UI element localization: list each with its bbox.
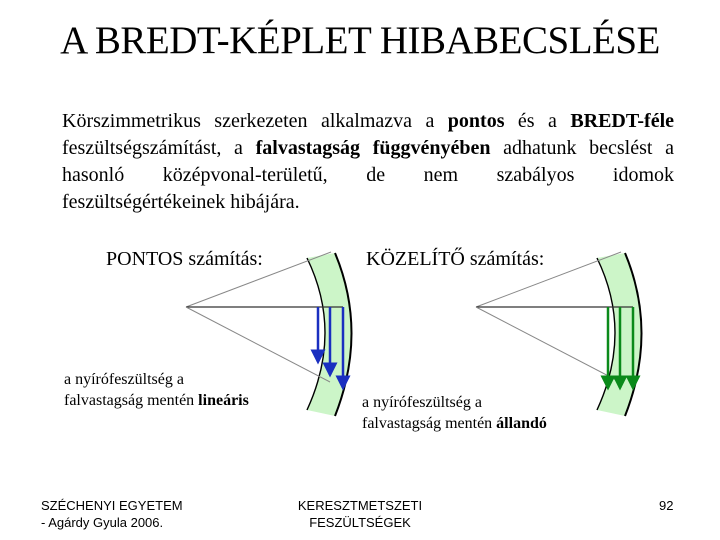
right-panel-note bbox=[362, 392, 547, 434]
left-note-line-1: a nyírófeszültség a bbox=[64, 371, 184, 388]
footer-author-year: - Agárdy Gyula 2006. bbox=[41, 515, 164, 530]
slide-title: A BREDT-KÉPLET HIBABECSLÉSE bbox=[60, 19, 660, 62]
right-note-line-2 bbox=[362, 413, 547, 434]
left-panel-heading: PONTOS számítás: bbox=[106, 248, 263, 270]
intro-text-2: és a bbox=[504, 110, 571, 132]
right-note-plain: falvastagság mentén bbox=[362, 415, 497, 432]
right-panel-heading: KÖZELÍTŐ számítás: bbox=[366, 248, 545, 270]
footer-topic-line-2: FESZÜLTSÉGEK bbox=[309, 515, 411, 530]
left-note-line-2 bbox=[64, 390, 249, 411]
intro-text-1: Körszimmetrikus szerkezeten alkalmazva a bbox=[62, 110, 448, 132]
footer-topic bbox=[260, 497, 460, 531]
right-note-line-1: a nyírófeszültség a bbox=[362, 394, 482, 411]
intro-bold-2: BREDT-féle bbox=[570, 110, 675, 132]
intro-text-3: feszültségszámítást, a bbox=[62, 137, 256, 159]
left-panel-note bbox=[64, 369, 249, 411]
footer-university: SZÉCHENYI EGYETEM bbox=[41, 498, 183, 513]
footer-topic-line-1: KERESZTMETSZETI bbox=[297, 498, 423, 513]
page-number: 92 bbox=[659, 498, 674, 513]
left-note-plain: falvastagság mentén bbox=[64, 392, 199, 409]
right-note-bold: állandó bbox=[496, 415, 547, 432]
right-radius-line-lower bbox=[476, 307, 620, 382]
left-note-bold: lineáris bbox=[198, 392, 249, 409]
intro-bold-3: falvastagság függvényében bbox=[255, 137, 491, 159]
footer-author bbox=[41, 497, 183, 531]
intro-bold-1: pontos bbox=[447, 110, 505, 132]
intro-text-4: adhatunk becslést a hasonló középvonal-területű, de nem szabályos idomok feszültségértékeinek hibájára. bbox=[62, 137, 674, 213]
